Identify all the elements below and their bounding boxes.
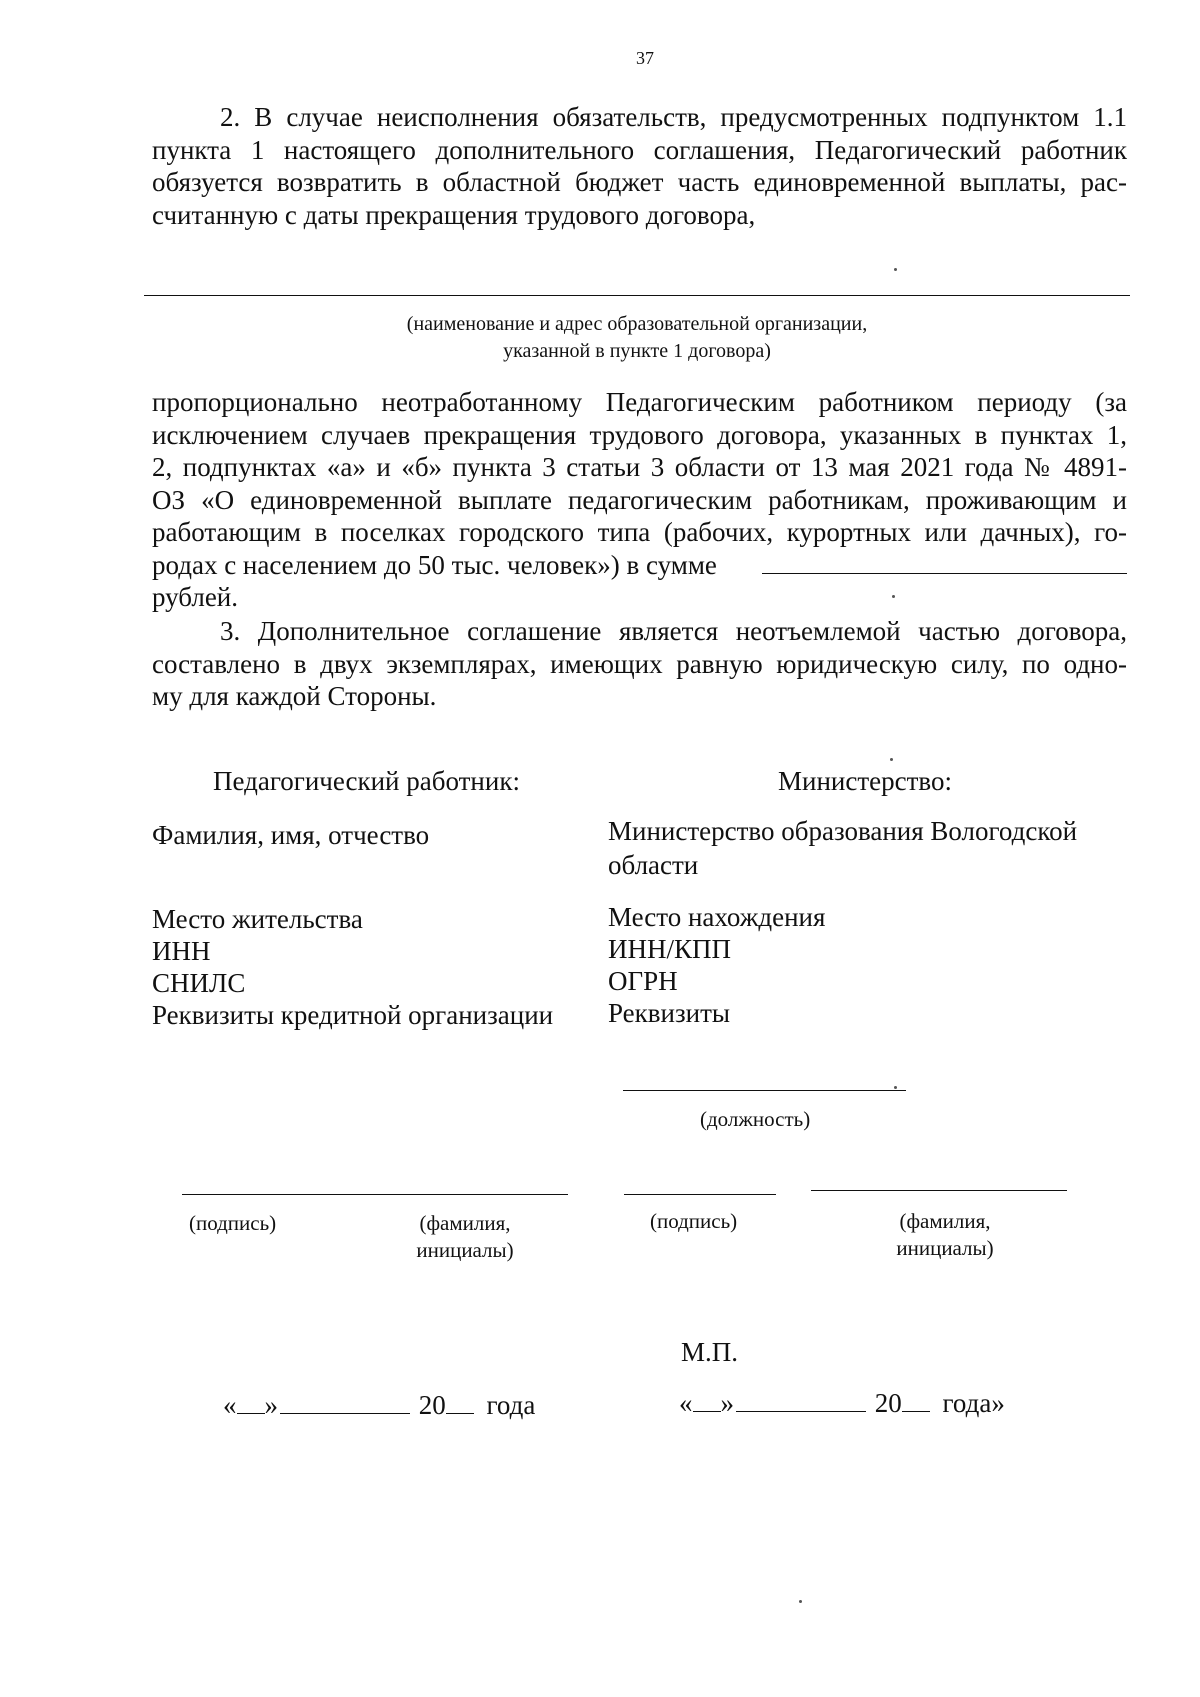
full-name-label: Фамилия, имя, отчество bbox=[152, 820, 430, 850]
year-suffix: года bbox=[486, 1390, 536, 1420]
worker-date bbox=[223, 1389, 535, 1421]
organization-caption bbox=[144, 311, 1130, 365]
position-caption: (должность) bbox=[700, 1107, 811, 1131]
day-fill-line bbox=[237, 1391, 265, 1414]
right-party-heading: Министерство: bbox=[778, 766, 952, 796]
requisites-label: Реквизиты bbox=[608, 998, 731, 1028]
location-label: Место нахождения bbox=[608, 902, 826, 932]
inn-kpp-label: ИНН/КПП bbox=[608, 934, 732, 964]
scan-speck bbox=[890, 758, 893, 761]
month-fill-line bbox=[736, 1389, 866, 1412]
worker-signature-caption: (подпись) bbox=[189, 1211, 277, 1235]
paragraph-line: пункта 1 настоящего дополнительного соглашения, Педагогический работник bbox=[152, 134, 1127, 165]
scan-speck bbox=[799, 1600, 802, 1603]
inn-label: ИНН bbox=[152, 936, 211, 966]
caption-line: инициалы) bbox=[416, 1238, 514, 1262]
organization-fill-line bbox=[144, 295, 1130, 296]
year-fill-line bbox=[446, 1391, 474, 1414]
paragraph-line: составлено в двух экземплярах, имеющих равную юридическую силу, по одно- bbox=[152, 648, 1127, 679]
residence-label: Место жительства bbox=[152, 904, 363, 934]
paragraph-line: считанную с даты прекращения трудового договора, bbox=[152, 199, 756, 230]
ministry-signature-line bbox=[624, 1194, 776, 1195]
paragraph-line: 2. В случае неисполнения обязательств, предусмотренных подпунктом 1.1 bbox=[220, 102, 1127, 132]
paragraph-line: му для каждой Стороны. bbox=[152, 681, 437, 711]
scan-speck bbox=[894, 268, 897, 271]
scan-speck bbox=[892, 595, 895, 598]
year-prefix: 20 bbox=[874, 1388, 902, 1418]
worker-signature-line bbox=[182, 1194, 568, 1195]
ministry-name-fill-line bbox=[811, 1190, 1067, 1191]
position-fill-line bbox=[623, 1090, 906, 1091]
paragraph-line: ОЗ «О единовременной выплате педагогическим работникам, проживающим и bbox=[152, 484, 1127, 515]
caption-line: (фамилия, bbox=[419, 1211, 511, 1235]
worker-name-caption bbox=[400, 1210, 530, 1264]
year-suffix: года» bbox=[942, 1388, 1005, 1418]
scan-speck bbox=[894, 1086, 897, 1089]
ministry-name-caption bbox=[880, 1208, 1010, 1262]
ministry-signature-caption: (подпись) bbox=[650, 1209, 738, 1233]
day-fill-line bbox=[693, 1389, 721, 1412]
month-fill-line bbox=[280, 1391, 410, 1414]
snils-label: СНИЛС bbox=[152, 968, 246, 998]
ministry-name-line: Министерство образования Вологодской bbox=[608, 816, 1078, 846]
year-prefix: 20 bbox=[418, 1390, 446, 1420]
date-close-quote: » bbox=[720, 1388, 734, 1418]
paragraph-line: 2, подпунктах «а» и «б» пункта 3 статьи 3 области от 13 мая 2021 года № 4891- bbox=[152, 452, 1127, 482]
ministry-date bbox=[679, 1387, 1005, 1419]
paragraph-line: пропорционально неотработанному Педагогическим работником периоду (за bbox=[152, 387, 1127, 417]
amount-label: родах с населением до 50 тыс. человек») в сумме bbox=[152, 549, 717, 580]
paragraph-2-continuation bbox=[152, 386, 1127, 614]
caption-line: (фамилия, bbox=[899, 1209, 991, 1233]
caption-line: (наименование и адрес образовательной организации, bbox=[406, 313, 868, 335]
paragraph-line bbox=[152, 549, 1127, 582]
bank-details-label: Реквизиты кредитной организации bbox=[152, 1000, 554, 1030]
date-open-quote: « bbox=[679, 1388, 693, 1418]
caption-line: инициалы) bbox=[896, 1236, 994, 1260]
ministry-name-line: области bbox=[608, 850, 699, 880]
currency-line: рублей. bbox=[152, 582, 239, 612]
ogrn-label: ОГРН bbox=[608, 966, 678, 996]
stamp-label: М.П. bbox=[681, 1337, 739, 1367]
paragraph-line: 3. Дополнительное соглашение является неотъемлемой частью договора, bbox=[220, 616, 1127, 646]
date-open-quote: « bbox=[223, 1390, 237, 1420]
paragraph-3 bbox=[152, 615, 1127, 713]
left-party-heading: Педагогический работник: bbox=[213, 766, 520, 796]
paragraph-line: обязуется возвратить в областной бюджет часть единовременной выплаты, рас- bbox=[152, 167, 1127, 197]
paragraph-line: исключением случаев прекращения трудового договора, указанных в пунктах 1, bbox=[152, 419, 1127, 450]
paragraph-line: работающим в поселках городского типа (рабочих, курортных или дачных), го- bbox=[152, 517, 1127, 547]
page-number: 37 bbox=[636, 48, 654, 68]
caption-line: указанной в пункте 1 договора) bbox=[503, 340, 771, 362]
paragraph-2 bbox=[152, 101, 1127, 231]
amount-fill-line bbox=[762, 551, 1127, 574]
date-close-quote: » bbox=[264, 1390, 278, 1420]
year-fill-line bbox=[902, 1389, 930, 1412]
